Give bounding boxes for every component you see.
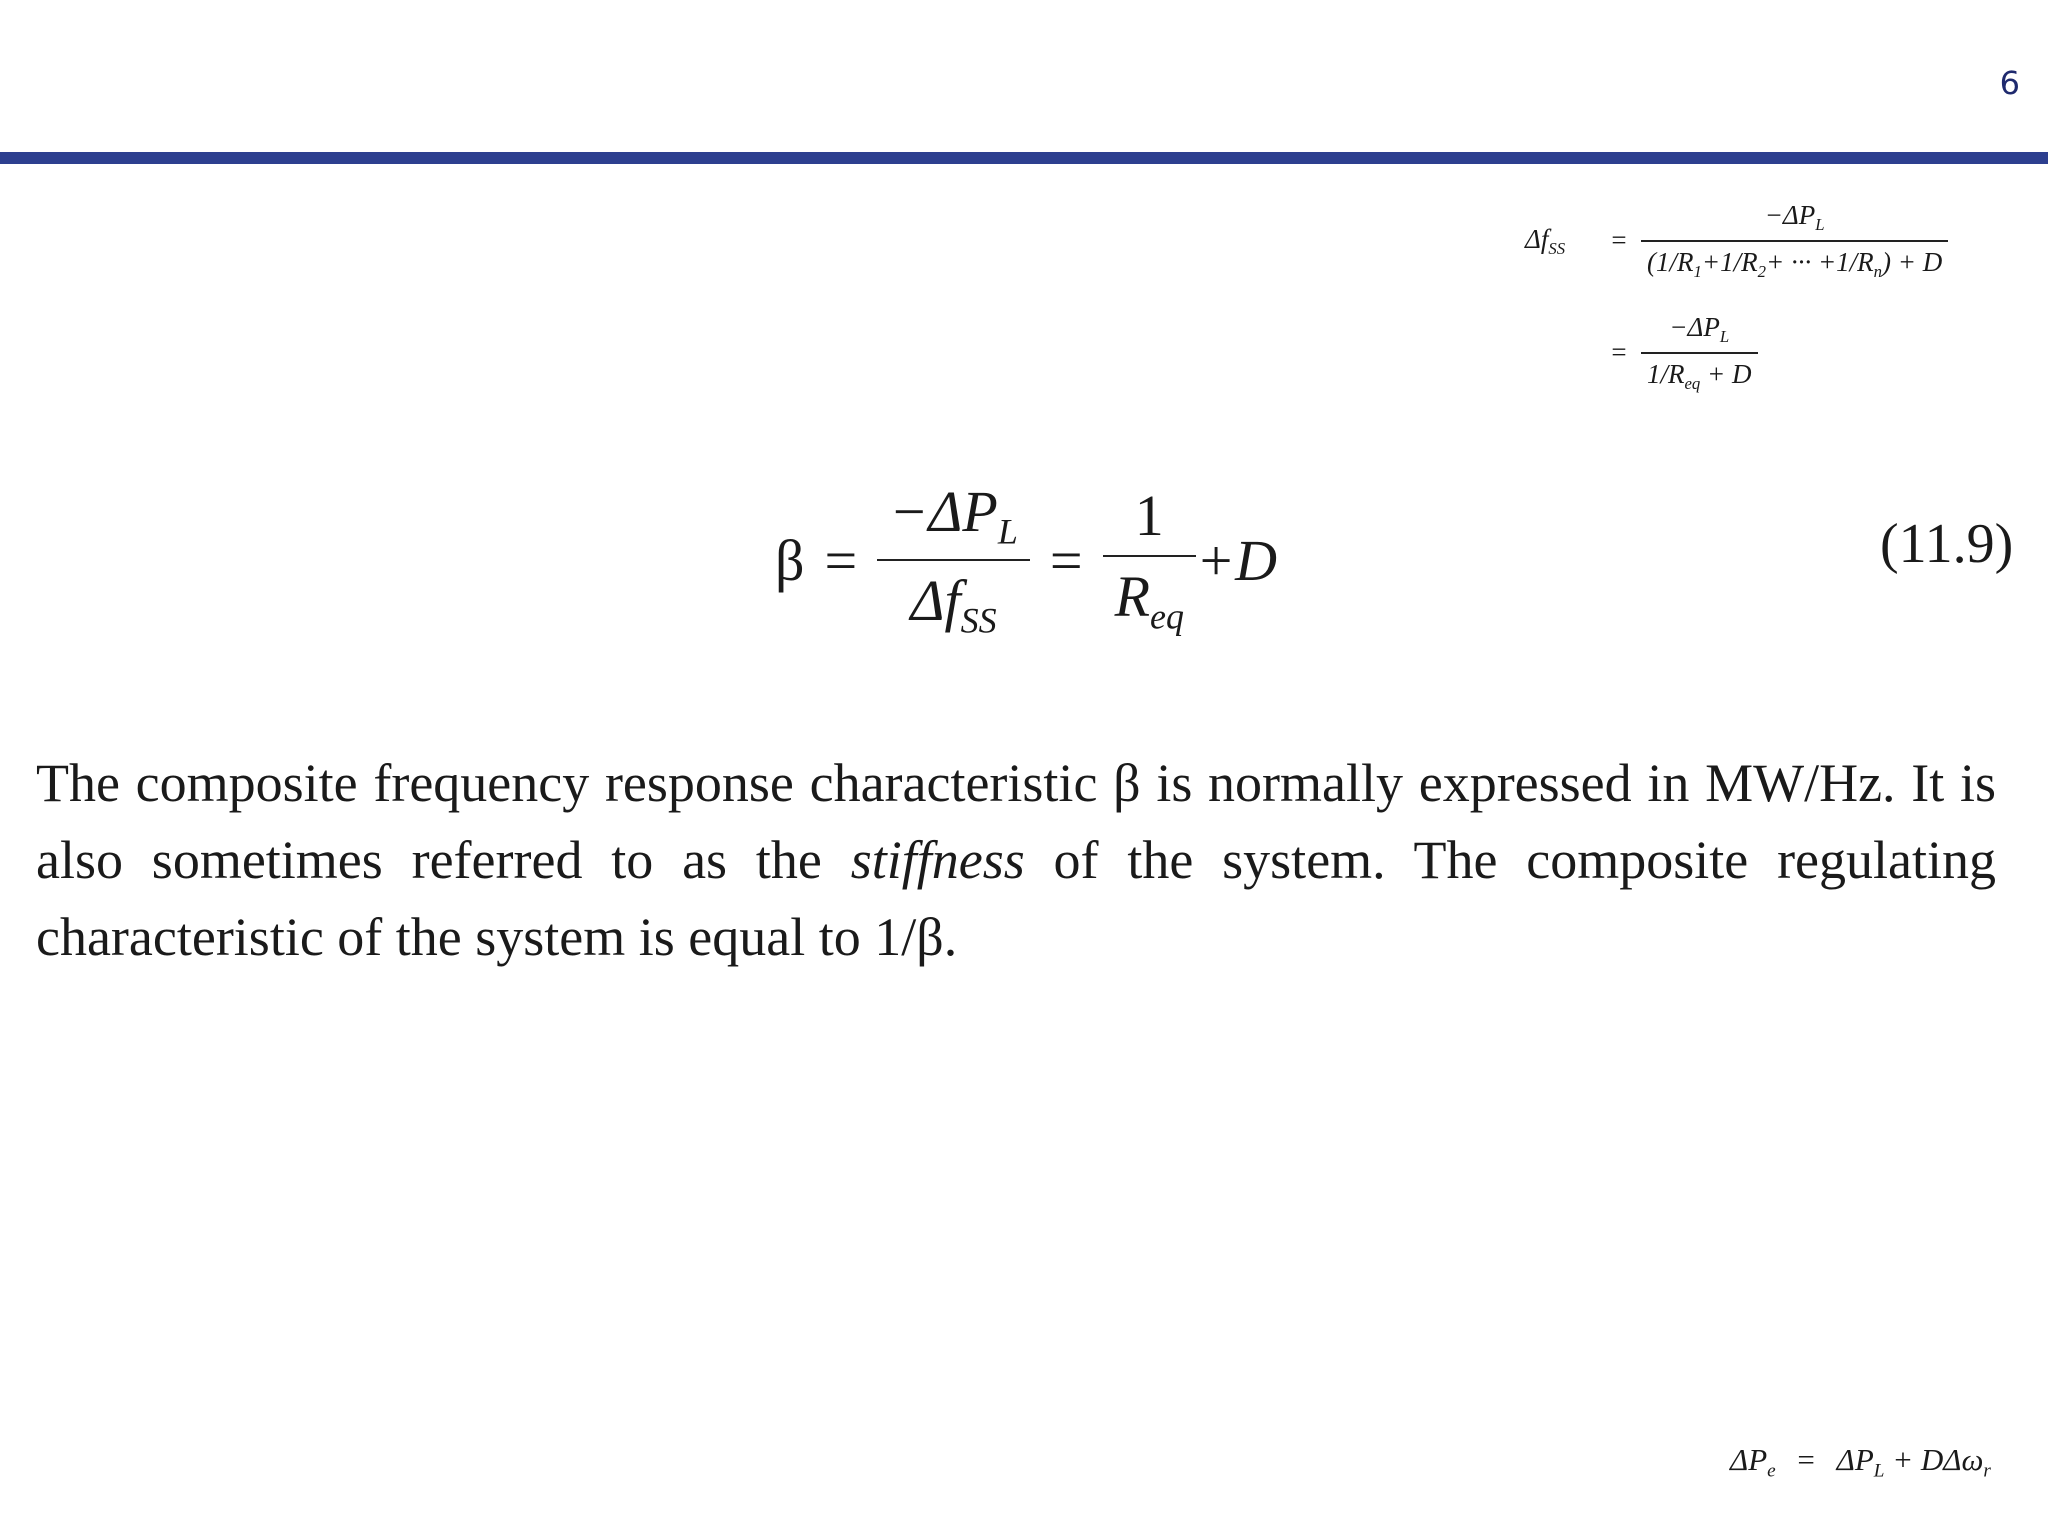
fraction-delta-pl-over-delta-f (877, 478, 1030, 641)
denominator: $R_{eq}$ (1114, 564, 1184, 637)
body-paragraph: The composite frequency response characteristic β is normally expressed in MW/Hz. It is also sometimes referred to as the stiffness of the system. The composite regulating characteristic of the system is equal to 1/β. (36, 753, 1996, 967)
fraction (1641, 199, 1948, 283)
header-rule (0, 152, 2048, 164)
equals-sign: = (824, 527, 858, 593)
numerator: $-\Delta P_L$ (1641, 199, 1948, 242)
denominator: $1/R_{eq} + D$ (1647, 359, 1752, 393)
page-number: 6 (1999, 64, 2020, 102)
denominator: ($1/R_1+1/R_2+$ ··· $+1/R_n) + D$ (1647, 247, 1943, 281)
equals-sign: = (1049, 527, 1083, 593)
equals-sign: = (1611, 225, 1627, 256)
emphasis-stiffness: stiffness (850, 830, 1025, 890)
numerator: $-\Delta P_L$ (877, 478, 1030, 561)
equation-row-1 (1525, 185, 1948, 297)
lhs-delta-f-ss: $\Delta f_{SS}$ (1525, 223, 1566, 258)
beta-equation (775, 460, 1277, 660)
equation-number: (11.9) (1880, 513, 2014, 575)
beta-symbol: β (775, 527, 805, 593)
fraction (1641, 311, 1758, 395)
fraction-one-over-req (1103, 482, 1196, 638)
plus-d-term: +D (1195, 527, 1277, 593)
steady-state-frequency-equation (1525, 185, 1948, 409)
denominator: $\Delta f_{SS}$ (910, 568, 997, 641)
power-balance-equation: $\Delta P_e = \Delta P_L + D\Delta\omega_r$ (1730, 1442, 1991, 1482)
equation-row-2 (1525, 297, 1948, 409)
numerator: $-\Delta P_L$ (1641, 311, 1758, 354)
numerator: 1 (1103, 482, 1196, 557)
equals-sign: = (1797, 1442, 1815, 1477)
equals-sign: = (1611, 337, 1627, 368)
